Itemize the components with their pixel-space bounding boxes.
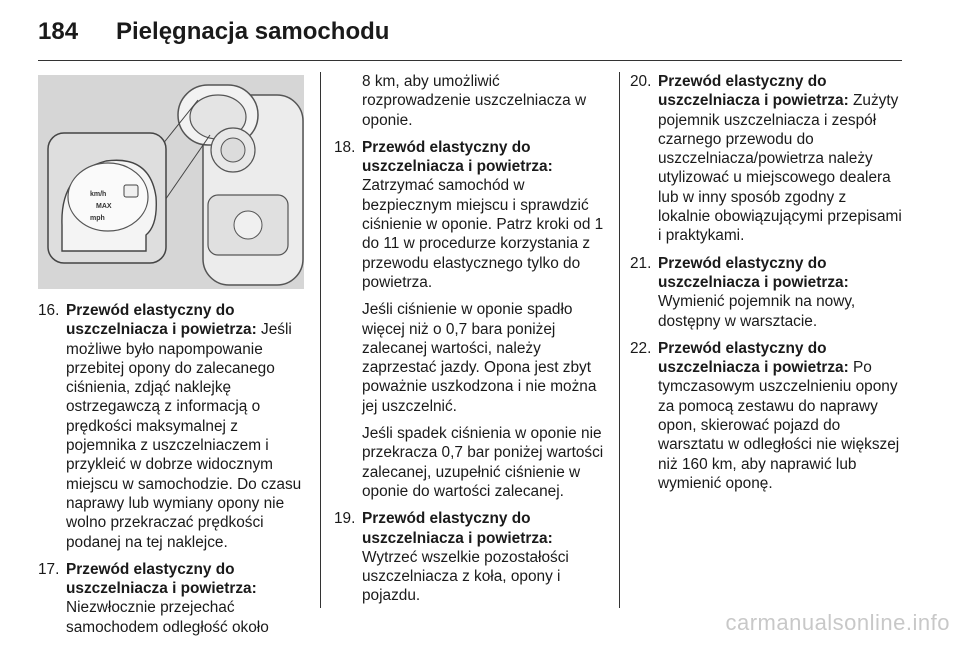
list-item bbox=[334, 509, 606, 605]
sticker-label-max: MAX bbox=[96, 203, 112, 210]
item-continuation: 8 km, aby umożliwić rozprowadzenie uszczelniacza w oponie. bbox=[362, 73, 587, 129]
list-item bbox=[38, 301, 304, 552]
item-text: Niezwłocznie przejechać samochodem odległość około bbox=[66, 599, 269, 636]
column-3 bbox=[630, 72, 902, 501]
item-heading: Przewód elastyczny do uszczelniacza i powietrza: bbox=[658, 254, 849, 291]
item-number: 22. bbox=[630, 339, 652, 357]
column-1 bbox=[38, 75, 304, 645]
sticker-label-mph: mph bbox=[90, 215, 105, 222]
sticker-label-kmh: km/h bbox=[90, 191, 107, 198]
item-text: Wytrzeć wszelkie pozostałości uszczelniacza z koła, opony i pojazdu. bbox=[362, 548, 569, 605]
item-heading: Przewód elastyczny do uszczelniacza i powietrza: bbox=[362, 510, 553, 547]
item-paragraph: Jeśli spadek ciśnienia w oponie nie przekracza 0,7 bar poniżej wartości zalecanej, uzupełnić ciśnienie w oponie do wartości zalecanej. bbox=[362, 425, 604, 500]
item-heading: Przewód elastyczny do uszczelniacza i powietrza: bbox=[658, 339, 849, 377]
item-text: Zużyty pojemnik uszczelniacza i zespół czarnego przewodu do uszczelniacza/powietrza należy utylizować u miejscowego dealera lub w inny sposób zgodny z lokalnie obowiązującymi przepisami i praktykami. bbox=[658, 92, 902, 245]
item-number: 21. bbox=[630, 254, 652, 272]
item-heading: Przewód elastyczny do uszczelniacza i powietrza: bbox=[66, 560, 257, 598]
compressor-illustration bbox=[38, 75, 304, 289]
item-heading: Przewód elastyczny do uszczelniacza i powietrza: bbox=[658, 73, 849, 110]
item-number: 17. bbox=[38, 560, 60, 578]
column-divider bbox=[619, 72, 620, 608]
column-divider bbox=[320, 72, 321, 608]
page-title: Pielęgnacja samochodu bbox=[116, 18, 390, 45]
page-header bbox=[38, 18, 389, 58]
list-item bbox=[630, 72, 902, 246]
list-item bbox=[334, 138, 606, 292]
item-text: Wymienić pojemnik na nowy, dostępny w warsztacie. bbox=[658, 293, 856, 330]
item-paragraph: Jeśli ciśnienie w oponie spadło więcej niż o 0,7 bara poniżej zalecanej wartości, należy zaprzestać jazdy. Opona jest zbyt poważnie uszkodzona i nie można jej uszczelnić. bbox=[362, 301, 597, 415]
item-number: 18. bbox=[334, 138, 356, 156]
page-number: 184 bbox=[38, 18, 79, 45]
column-2 bbox=[334, 72, 606, 614]
figure-sealant-sticker bbox=[38, 75, 304, 289]
item-heading: Przewód elastyczny do uszczelniacza i powietrza: bbox=[362, 138, 553, 176]
item-text: Jeśli możliwe było napompowanie przebitej opony do zalecanego ciśnienia, zdjąć naklejkę ostrzegawczą z informacją o prędkości maksymalnej z pojemnika z uszczelniaczem i przykleić w dobrze widocznym miejscu w samochodzie. Do czasu naprawy lub wymiany opony nie wolno przekraczać prędkości podanej na tej naklejce. bbox=[66, 321, 302, 551]
item-text: Po tymczasowym uszczelnieniu opony za pomocą zestawu do naprawy opon, skierować pojazd do warsztatu w odległości nie większej niż 160 km, aby naprawić lub wymienić oponę. bbox=[658, 359, 900, 492]
item-number: 16. bbox=[38, 302, 60, 319]
item-heading: Przewód elastyczny do uszczelniacza i powietrza: bbox=[66, 302, 257, 339]
list-item bbox=[630, 254, 902, 331]
header-rule bbox=[38, 60, 902, 61]
item-number: 20. bbox=[630, 73, 652, 90]
item-text: Zatrzymać samochód w bezpiecznym miejscu i sprawdzić ciśnienie w oponie. Patrz kroki od 1 do 11 w procedurze korzystania z przewodu elastycznego tylko do powietrza. bbox=[362, 177, 604, 291]
watermark: carmanualsonline.info bbox=[725, 610, 950, 635]
list-item bbox=[630, 339, 902, 493]
item-number: 19. bbox=[334, 510, 356, 528]
list-item bbox=[38, 560, 304, 637]
